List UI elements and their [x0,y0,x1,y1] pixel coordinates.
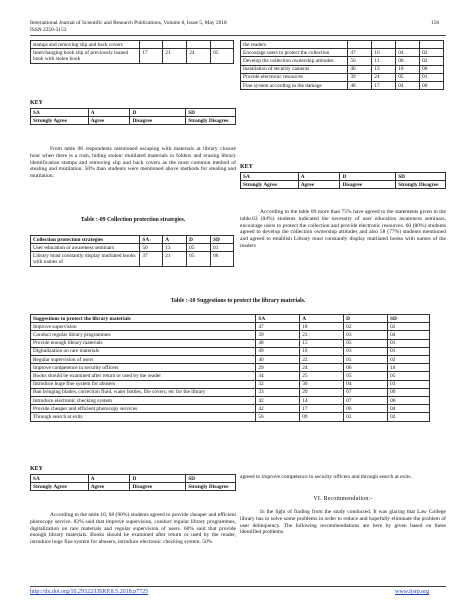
table-row [241,49,444,57]
table-row [31,397,430,405]
value-cell: 06 [344,364,388,372]
key-meaning: Strongly Disagree [186,483,236,491]
value-cell: 21 [163,252,187,266]
table-row [31,252,234,266]
row-label-cell: the readers [241,41,348,49]
value-cell: 24 [187,49,211,63]
key-meaning-row [31,117,236,125]
website-link[interactable]: www.ijsrp.org [395,589,430,595]
value-cell: 04 [388,405,430,413]
value-cell: 21 [163,49,187,63]
row-label-cell: User education or awareness seminars [31,244,140,252]
table-row [241,82,444,90]
table-row [31,364,430,372]
key-meaning: Strongly Agree [31,117,89,125]
value-cell: 46 [348,65,372,73]
table-row [31,380,430,388]
value-cell: 39 [256,331,300,339]
value-cell [140,41,163,49]
value-cell: 33 [256,388,300,396]
value-cell: 32 [256,380,300,388]
table-row [241,57,444,65]
row-label-cell: Library must constantly display mutilated books with names of [31,252,140,266]
row-label-cell: Interchanging book slip of previously loaned book with stolen book [31,49,140,63]
key-header-row [31,475,236,483]
table-row [31,41,234,49]
key-abbreviation: A [88,109,130,117]
value-cell: 48 [256,339,300,347]
value-cell: 37 [140,252,163,266]
table-row [31,331,430,339]
value-cell: 01 [388,339,430,347]
key-meaning: Agree [88,483,130,491]
row-label-cell: Provide electronic resources [241,73,348,81]
value-cell: 06 [344,405,388,413]
value-cell: 47 [348,49,372,57]
column-header: Collection protection strategies [31,236,140,244]
key-abbreviation: SA [31,475,89,483]
key-meaning: Disagree [340,181,396,189]
table-row [241,65,444,73]
key-meaning: Agree [298,181,340,189]
column-header: SA [140,236,163,244]
value-cell: 04 [388,331,430,339]
table-10-caption: Table :-10 Suggestions to protect the library materials. [170,298,306,304]
value-cell: 04 [344,380,388,388]
row-label-cell: Encourage users to protect the collection [241,49,348,57]
value-cell: 02 [388,413,430,421]
key-meaning: Strongly Agree [241,181,299,189]
key-table [30,108,236,125]
table-9 [30,235,234,267]
value-cell: 30 [300,380,344,388]
value-cell: 29 [256,364,300,372]
column-header: SD [211,236,234,244]
key-meaning: Agree [88,117,130,125]
value-cell: 22 [300,356,344,364]
table-row [241,73,444,81]
key-meaning: Strongly Disagree [186,117,236,125]
table-8-continuation [30,40,234,64]
value-cell: 00 [420,65,444,73]
value-cell: 13 [163,244,187,252]
row-label-cell: Conduct regular library programmes [31,331,256,339]
row-label-cell: Provide enough library materials [31,339,256,347]
value-cell: 04 [396,82,420,90]
value-cell: 42 [256,397,300,405]
issn: ISSN 2250-3153 [30,27,67,33]
value-cell: 02 [420,57,444,65]
key-meaning: Strongly Disagree [396,181,446,189]
value-cell: 05 [344,372,388,380]
table-row [31,49,234,63]
table-row [31,388,430,396]
value-cell: 03 [388,380,430,388]
value-cell: 10 [388,364,430,372]
row-label-cell: Installation of security cameras [241,65,348,73]
value-cell: 42 [256,405,300,413]
value-cell: 06 [211,252,234,266]
paragraph-table10-continuation: agreed to improve competence in security officers and through search at exits. [240,474,412,480]
key-table [30,474,236,491]
row-label-cell: Fine system according to the damage [241,82,348,90]
value-cell: 48 [348,82,372,90]
key-abbreviation: SD [186,475,236,483]
value-cell [348,41,372,49]
value-cell: 11 [372,57,396,65]
column-header: D [344,315,388,323]
table-row [31,347,430,355]
row-label-cell: Provide cheaper and efficient photocopy services [31,405,256,413]
value-cell: 01 [420,73,444,81]
value-cell: 56 [256,413,300,421]
value-cell: 17 [140,49,163,63]
value-cell: 23 [300,331,344,339]
row-label-cell: Digitalization on rare materials [31,347,256,355]
paragraph-recommendation: In the light of finding from the study conducted. It was glaring that Law College library has to solve some problems in order to reduce and hopefully eliminate the problem of user delinquency. The following recommendations are here by given based on these identified problems. [240,509,446,536]
row-label-cell: Improve supervision [31,323,256,331]
table-row [31,356,430,364]
key-abbreviation: SD [186,109,236,117]
value-cell: 17 [300,405,344,413]
value-cell: 05 [344,356,388,364]
footer-rule [30,586,446,587]
row-label-cell: Introduce electronic checking system [31,397,256,405]
section-heading-recommendation: VI. Recommendation:- [313,496,373,502]
key-meaning: Disagree [130,117,186,125]
key-title: KEY [240,164,254,170]
key-meaning-row [241,181,446,189]
value-cell: 01 [211,244,234,252]
value-cell [372,41,396,49]
value-cell: 40 [256,356,300,364]
table-row [31,244,234,252]
value-cell: 05 [187,252,211,266]
value-cell [396,41,420,49]
table-row [241,41,444,49]
table-row [31,339,430,347]
key-table [240,172,446,189]
row-label-cell: Through search at exits [31,413,256,421]
value-cell: 17 [372,82,396,90]
key-header-row [241,173,446,181]
key-abbreviation: D [130,109,186,117]
column-header: D [187,236,211,244]
row-label-cell: Books should be examined after return or used by the reader [31,372,256,380]
paragraph-table10-discussion: According to the table 10, 68 (90%) students agreed to provide cheaper and efficient photocopy service. 82% said that improve supervision, conduct regular library programmes, digitalization on rare materials and regular supervision of users. 60% said that provide enough library materials. Books should be examined after return or used by the reader, introduce huge fine system for abusers, introduce electronic checking system. 50% [30,512,236,546]
value-cell: 16 [300,347,344,355]
table-header-row [31,236,234,244]
key-abbreviation: SA [31,109,89,117]
row-label-cell: Ban bringing blades, correction fluid, water bottles, file covers, etc for the library [31,388,256,396]
page-number: 156 [431,20,440,26]
value-cell: 47 [256,323,300,331]
key-title: KEY [30,466,44,472]
key-abbreviation: A [298,173,340,181]
value-cell [420,41,444,49]
table-row [31,372,430,380]
key-abbreviation: D [130,475,186,483]
row-label-cell: stamps and removing slip and back covers [31,41,140,49]
value-cell: 34 [256,372,300,380]
key-abbreviation: SA [241,173,299,181]
value-cell: 39 [348,73,372,81]
value-cell: 02 [420,49,444,57]
value-cell: 49 [256,347,300,355]
value-cell: 13 [372,65,396,73]
value-cell: 24 [372,73,396,81]
value-cell: 00 [420,82,444,90]
value-cell: 03 [344,347,388,355]
value-cell: 09 [300,413,344,421]
key-meaning-row [31,483,236,491]
column-header: Suggestions to protect the library materials [31,315,256,323]
value-cell: 02 [344,413,388,421]
table-header-row [31,315,430,323]
value-cell: 06 [388,397,430,405]
value-cell: 05 [187,244,211,252]
value-cell: 05 [344,339,388,347]
value-cell: 02 [344,323,388,331]
doi-link[interactable]: http://dx.doi.org/10.29322/IJSRP.8.5.2018.p7725 [30,589,149,595]
table-row [31,413,430,421]
value-cell: 16 [372,49,396,57]
column-header: SD [388,315,430,323]
value-cell: 01 [388,347,430,355]
value-cell [187,41,211,49]
key-abbreviation: SD [396,173,446,181]
value-cell: 09 [388,388,430,396]
key-header-row [31,109,236,117]
paragraph-table8-discussion: From table 08 respondents mentioned escaping with materials at library closure hour when there is a rush, hiding stolen/ mutilated materials in folders and erasing library identification stamps and removing slip and back covers as the most common method of stealing and mutilation. 50% than students were mentioned above methods for stealing and mutilation. [30,146,236,180]
table-row [31,405,430,413]
value-cell: 07 [344,397,388,405]
key-abbreviation: D [340,173,396,181]
paragraph-table9-discussion: According to the table 09 more than 75% have agreed to the statements given in the table.63 (84%) students indicated the necessity of user education awareness seminars, encourage users to protect the collection and provide electronic resources. 60 (80%) students agreed to develop the collection ownership attitudes and also 58 (77%) students mentioned and agreed to establish Library must constantly display mutilated books with names of the readers [240,209,446,249]
value-cell: 05 [396,73,420,81]
key-meaning: Disagree [130,483,186,491]
table-10 [30,314,430,422]
value-cell: 07 [344,388,388,396]
key-abbreviation: A [88,475,130,483]
table-9-continuation [240,40,444,90]
value-cell: 15 [300,339,344,347]
header-rule [30,35,446,36]
value-cell [163,41,187,49]
value-cell: 04 [396,49,420,57]
value-cell: 00 [396,57,420,65]
value-cell: 02 [388,323,430,331]
row-label-cell: Regular supervision of users [31,356,256,364]
column-header: A [300,315,344,323]
key-meaning: Strongly Agree [31,483,89,491]
row-label-cell: Develop the collection ownership attitudes [241,57,348,65]
value-cell: 24 [300,364,344,372]
table-9-caption: Table :-09 Collection protection strategies. [80,217,186,223]
value-cell: 05 [211,49,234,63]
value-cell: 14 [300,397,344,405]
value-cell: 20 [300,388,344,396]
value-cell: 05 [388,372,430,380]
journal-title: International Journal of Scientific and Research Publications, Volume 8, Issue 5, May 2018 [30,20,227,26]
value-cell: 56 [348,57,372,65]
row-label-cell: Improve competence in security officers [31,364,256,372]
key-title: KEY [30,100,44,106]
value-cell: 50 [140,244,163,252]
value-cell: 03 [344,331,388,339]
value-cell: 25 [300,372,344,380]
column-header: SA [256,315,300,323]
running-header [30,20,227,34]
value-cell: 02 [388,356,430,364]
row-label-cell: Introduce huge fine system for abusers [31,380,256,388]
value-cell: 18 [300,323,344,331]
value-cell [211,41,234,49]
column-header: A [163,236,187,244]
value-cell: 10 [396,65,420,73]
table-row [31,323,430,331]
